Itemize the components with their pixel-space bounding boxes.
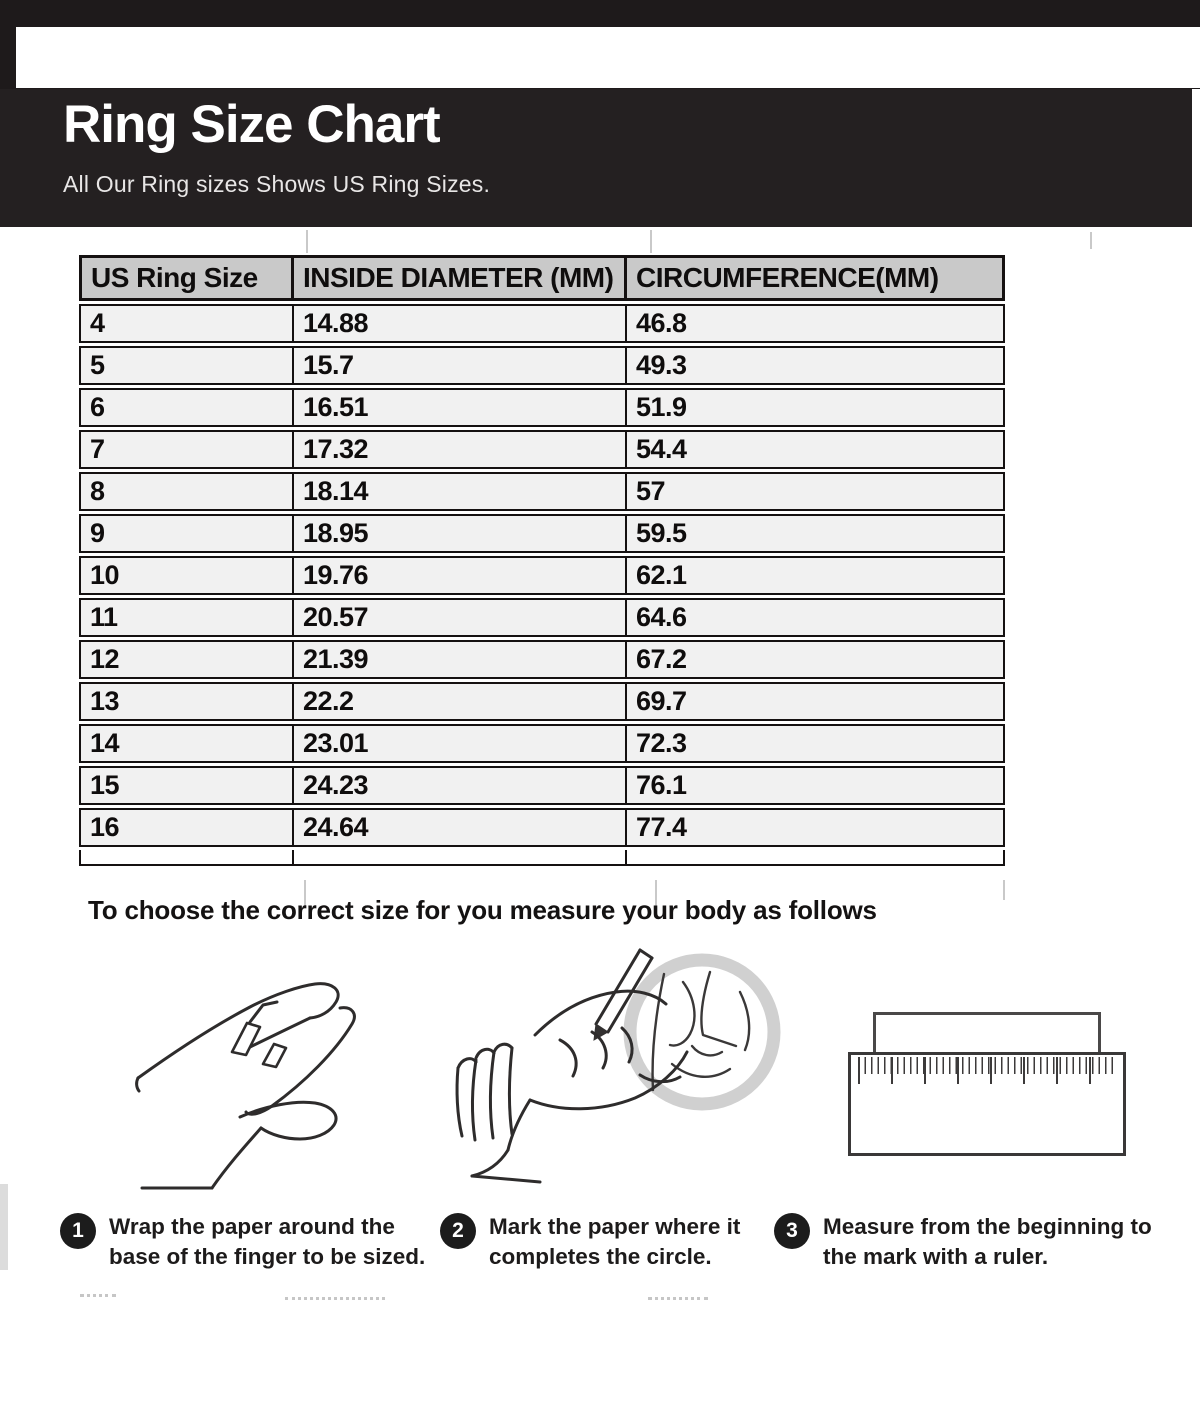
step-2-caption-line-2: completes the circle. (489, 1243, 712, 1269)
table-header-row (79, 255, 1005, 301)
table-header (79, 255, 1005, 301)
table-footer (79, 850, 1005, 866)
table-cell: 11 (79, 598, 294, 637)
empty-cell (627, 850, 1005, 866)
table-cell: 62.1 (627, 556, 1005, 595)
table-row (79, 430, 1005, 469)
table-cell: 24.23 (294, 766, 627, 805)
hands-marking-paper-illustration (440, 940, 800, 1205)
scan-dash-artifact (80, 1294, 116, 1297)
table-cell: 76.1 (627, 766, 1005, 805)
table-cell: 51.9 (627, 388, 1005, 427)
ruler-ticks-major-icon (858, 1057, 1116, 1084)
hand-with-paper-strip-icon (100, 960, 380, 1210)
step-1-badge: 1 (60, 1213, 96, 1249)
table-cell: 5 (79, 346, 294, 385)
table-cell: 69.7 (627, 682, 1005, 721)
table-row (79, 388, 1005, 427)
step-2-caption-line-1: Mark the paper where it (489, 1214, 741, 1239)
step-3-badge: 3 (774, 1213, 810, 1249)
step-3 (774, 1212, 1152, 1271)
scan-gridline (650, 230, 652, 253)
table-row (79, 304, 1005, 343)
empty-row (79, 850, 1005, 866)
table-cell: 21.39 (294, 640, 627, 679)
table-cell: 18.95 (294, 514, 627, 553)
table-cell: 14 (79, 724, 294, 763)
table-cell: 14.88 (294, 304, 627, 343)
table-cell: 13 (79, 682, 294, 721)
table-cell: 22.2 (294, 682, 627, 721)
scan-edge-artifact (0, 1184, 8, 1270)
table-cell: 12 (79, 640, 294, 679)
table-row (79, 808, 1005, 847)
table-cell: 72.3 (627, 724, 1005, 763)
step-1 (60, 1212, 425, 1271)
table-cell: 6 (79, 388, 294, 427)
table-cell: 64.6 (627, 598, 1005, 637)
scan-gridline (1003, 880, 1005, 900)
table-cell: 16 (79, 808, 294, 847)
step-2-caption (489, 1212, 740, 1271)
table-row (79, 472, 1005, 511)
table-row (79, 766, 1005, 805)
table-row (79, 640, 1005, 679)
column-header-inside-diameter: INSIDE DIAMETER (MM) (294, 255, 627, 301)
column-header-circumference: CIRCUMFERENCE(MM) (627, 255, 1005, 301)
table-cell: 4 (79, 304, 294, 343)
table-cell: 20.57 (294, 598, 627, 637)
step-3-caption-line-2: the mark with a ruler. (823, 1243, 1049, 1269)
page-subtitle: All Our Ring sizes Shows US Ring Sizes. (63, 171, 491, 197)
table-cell: 67.2 (627, 640, 1005, 679)
header-banner (0, 0, 1200, 227)
table-row (79, 346, 1005, 385)
scan-gridline (306, 230, 308, 253)
ruler (848, 1052, 1126, 1156)
table-cell: 7 (79, 430, 294, 469)
table-row (79, 556, 1005, 595)
banner-dark-block (0, 89, 1192, 227)
table-cell: 10 (79, 556, 294, 595)
table-cell: 8 (79, 472, 294, 511)
table-cell: 9 (79, 514, 294, 553)
table-cell: 15.7 (294, 346, 627, 385)
table-body (79, 304, 1005, 847)
hand-with-paper-strip-illustration (100, 960, 380, 1210)
table-cell: 46.8 (627, 304, 1005, 343)
table-cell: 24.64 (294, 808, 627, 847)
empty-cell (294, 850, 627, 866)
column-header-us-ring-size: US Ring Size (79, 255, 294, 301)
hands-marking-pencil-icon (440, 940, 800, 1205)
banner-white-strip (16, 27, 1200, 88)
ruler-measure-illustration (845, 1000, 1135, 1165)
table-cell: 16.51 (294, 388, 627, 427)
table-cell: 18.14 (294, 472, 627, 511)
table-cell: 54.4 (627, 430, 1005, 469)
table-row (79, 598, 1005, 637)
scan-dash-artifact (648, 1297, 708, 1300)
scan-dash-artifact (285, 1297, 385, 1300)
step-2 (440, 1212, 740, 1271)
step-3-caption (823, 1212, 1152, 1271)
step-1-caption (109, 1212, 425, 1271)
step-3-caption-line-1: Measure from the beginning to (823, 1214, 1152, 1239)
empty-cell (79, 850, 294, 866)
table-row (79, 682, 1005, 721)
step-1-caption-line-1: Wrap the paper around the (109, 1214, 395, 1239)
table-cell: 23.01 (294, 724, 627, 763)
table-cell: 59.5 (627, 514, 1005, 553)
table-cell: 15 (79, 766, 294, 805)
step-1-caption-line-2: base of the finger to be sized. (109, 1243, 426, 1269)
page-title: Ring Size Chart (63, 95, 440, 154)
table-cell: 49.3 (627, 346, 1005, 385)
ring-size-table (79, 252, 1005, 869)
table-cell: 77.4 (627, 808, 1005, 847)
scan-gridline (1090, 232, 1092, 249)
table-cell: 57 (627, 472, 1005, 511)
table-row (79, 514, 1005, 553)
table-cell: 19.76 (294, 556, 627, 595)
table-row (79, 724, 1005, 763)
table-cell: 17.32 (294, 430, 627, 469)
instructions-heading: To choose the correct size for you measure your body as follows (88, 895, 877, 925)
step-2-badge: 2 (440, 1213, 476, 1249)
